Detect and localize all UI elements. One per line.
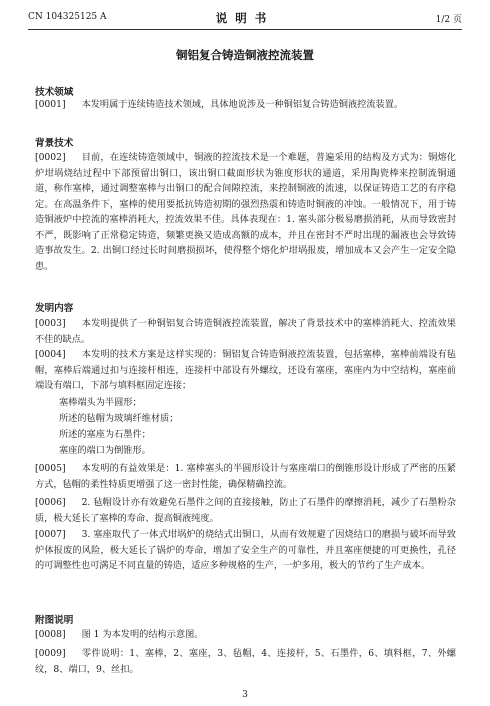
paragraph-text: 本发明属于连续铸造技术领域，具体地说涉及一种铜铝复合铸造铜液控流装置。: [81, 99, 404, 110]
section-heading-field: 技术领域: [35, 87, 74, 98]
page-header: [28, 10, 462, 26]
paragraph-number: [0005]: [35, 463, 66, 474]
document-id: CN 104325125 A: [28, 12, 107, 22]
paragraph-number: [0002]: [35, 152, 66, 163]
paragraph-number: [0004]: [35, 349, 66, 360]
paragraph-text: 本发明提供了一种铜铝复合铸造铜液控流装置，解决了背景技术中的塞棒消耗大、控流效果不佳的缺点。: [35, 318, 456, 345]
paragraph-0003: [35, 316, 456, 347]
feature-item: 塞座的端口为倒锥形。: [59, 445, 151, 456]
paragraph-number: [0007]: [35, 529, 66, 540]
paragraph-text: 图 1 为本发明的结构示意图。: [81, 629, 204, 640]
paragraph-text: 3. 塞座取代了一体式坩埚炉的烧结式出铜口，从而有效规避了因烧结口的磨损与破坏而导致炉体报废的风险，极大延长了锅炉的寿命，增加了安全生产的可靠性，并且塞座便捷的可更换性，孔径的可调整性也可满足不同直量的铸造，适应多种规格的生产，一炉多用，极大的节约了生产成本。: [35, 529, 456, 571]
paragraph-number: [0003]: [35, 318, 66, 329]
paragraph-text: 本发明的技术方案是这样实现的：铜铝复合铸造铜液控流装置，包括塞棒，塞棒前端设有毡帽，塞棒后端通过扣与连接杆相连，连接杆中部设有外螺纹，还设有塞座，塞座内为中空结构，塞座前端设有端口，下部与填料框固定连接；: [35, 349, 456, 391]
page-number: 3: [242, 690, 248, 700]
section-heading-drawings: 附图说明: [35, 615, 74, 626]
invention-title: 铜铝复合铸造铜液控流装置: [176, 48, 314, 62]
paragraph-0005: [35, 461, 456, 492]
paragraph-text: 本发明的有益效果是：1. 塞棒塞头的半圆形设计与塞座端口的倒锥形设计形成了严密的压紧方式，毡帽的柔性特质更增强了这一密封性能，确保精确控流。: [35, 463, 456, 490]
section-heading-summary: 发明内容: [35, 303, 74, 314]
paragraph-number: [0009]: [35, 648, 66, 659]
page-indicator: 1/2 页: [435, 15, 462, 25]
paragraph-text: 2. 毡帽设计亦有效避免石墨件之间的直接接触，防止了石墨件的摩擦消耗，减少了石墨粉杂质，极大延长了塞棒的寿命、提高铜液纯度。: [35, 497, 456, 524]
paragraph-number: [0006]: [35, 497, 66, 508]
paragraph-0006: [35, 495, 456, 526]
section-heading-background: 背景技术: [35, 138, 74, 149]
header-rule: [28, 29, 462, 30]
paragraph-0004: [35, 347, 456, 394]
paragraph-0007: [35, 527, 456, 574]
paragraph-text: 目前，在连续铸造领域中，铜液的控流技术是一个难题，普遍采用的结构及方式为：铜熔化炉坩埚烧结过程中下部预留出铜口，该出铜口截面形状为锥度形状的通道，采用陶瓷棒来控制流铜通道，称作塞棒，通过调整塞棒与出铜口的配合间隙控流，来控制铜液的流速，以保证铸造工艺的有序稳定。在高温条件下，塞棒的使用要抵抗铸造初期的强烈热震和铸造时铜液的冲蚀。一般情况下，用于铸造铜液炉中控流的塞棒消耗大，控流效果不佳。具体表现在：1. 塞头部分极易磨损消耗，从而导致密封不严，既影响了正常稳定铸造，频繁更换又造成高额的成本，并且在密封不严时出现的漏液也会导致铸造事故发生。2. 出铜口经过长时间磨损损坏，使得整个熔化炉坩埚报废，增加成本又会产生一定安全隐患。: [35, 152, 456, 272]
feature-item: 所述的毡帽为玻璃纤维材质；: [59, 413, 179, 424]
paragraph-0002: [35, 150, 456, 274]
paragraph-number: [0008]: [35, 629, 66, 640]
paragraph-0008: [35, 627, 456, 643]
paragraph-0001: [35, 97, 456, 113]
header-title: 说明书: [215, 11, 275, 25]
feature-item: 塞棒端头为半圆形；: [59, 397, 142, 408]
feature-item: 所述的塞座为石墨件；: [59, 429, 151, 440]
paragraph-0009: [35, 646, 456, 677]
paragraph-number: [0001]: [35, 99, 66, 110]
paragraph-text: 零件说明：1、塞棒，2、塞座，3、毡帽，4、连接杆，5、石墨件，6、填料框，7、外螺纹，8、端口，9、丝扣。: [35, 648, 456, 675]
